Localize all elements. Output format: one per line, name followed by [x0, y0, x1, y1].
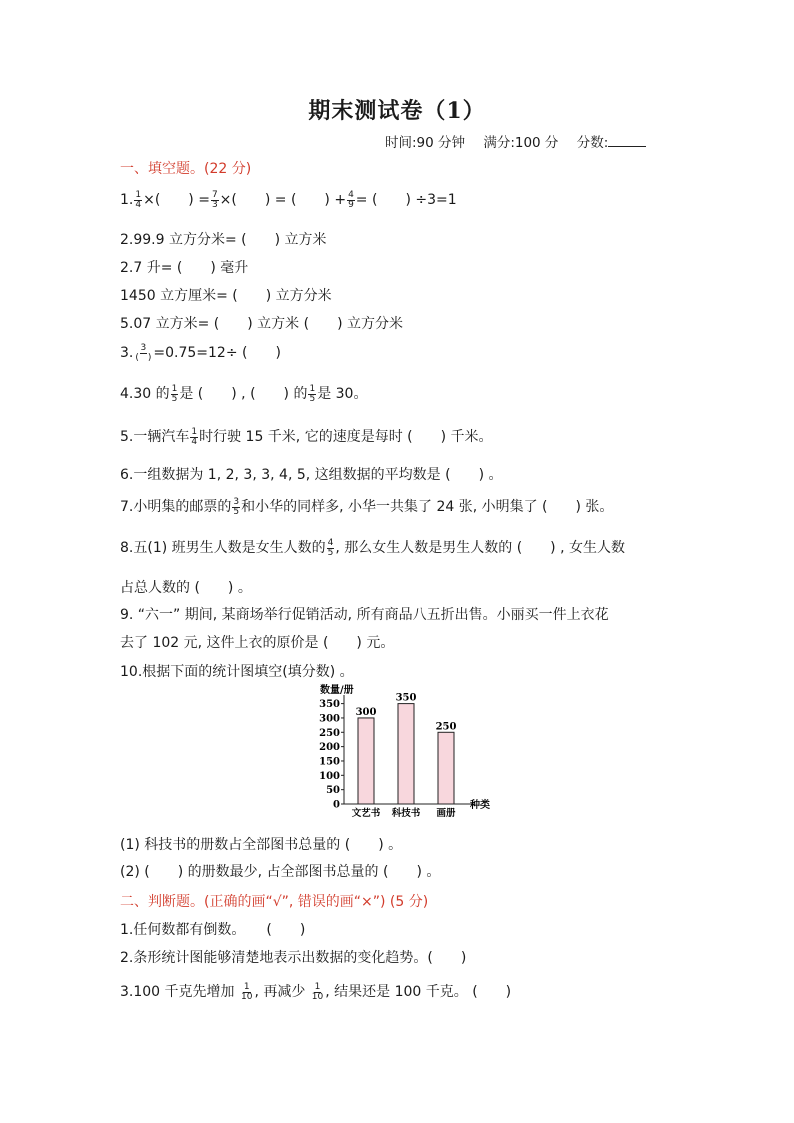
- fraction: [308, 385, 316, 404]
- q1-part: = ( ) ÷3=1: [355, 192, 457, 208]
- j3-part: 3.100 千克先增加: [120, 984, 235, 1000]
- q3-lead: 3.: [120, 345, 134, 361]
- fraction: [347, 191, 355, 210]
- question-10: 10.根据下面的统计图填空(填分数) 。: [120, 664, 354, 680]
- numerator: 3: [140, 342, 147, 353]
- y-tick-label: 150: [319, 756, 340, 768]
- fraction: [240, 983, 253, 1002]
- y-tick-label: 50: [326, 785, 340, 797]
- numerator: 1: [309, 383, 316, 394]
- bar: [438, 732, 454, 804]
- denominator: 5: [233, 506, 240, 517]
- numerator: 4: [327, 537, 334, 548]
- judge-1: 1.任何数都有倒数。 ( ): [120, 922, 306, 938]
- full-score: 满分:100 分: [483, 135, 559, 151]
- denominator: 10: [311, 991, 324, 1002]
- numerator: 1: [171, 383, 178, 394]
- j3-part: , 结果还是 100 千克。 ( ): [325, 984, 512, 1000]
- fraction: [311, 983, 324, 1002]
- fraction: [134, 191, 142, 210]
- q7-part: 7.小明集的邮票的: [120, 499, 232, 515]
- question-2c: 1450 立方厘米= ( ) 立方分米: [120, 288, 332, 304]
- fraction: [211, 191, 219, 210]
- bar-value-label: 250: [435, 721, 457, 733]
- bar-chart: [316, 683, 490, 819]
- numerator: 3: [233, 496, 240, 507]
- question-5: [120, 426, 493, 447]
- y-tick-label: 100: [319, 770, 340, 782]
- q1-lead: 1.: [120, 192, 134, 208]
- judge-3: [120, 981, 511, 1002]
- question-6: 6.一组数据为 1, 2, 3, 3, 4, 5, 这组数据的平均数是 ( ) 。: [120, 467, 503, 483]
- category-label: 画册: [436, 808, 456, 819]
- score-field: [577, 135, 661, 151]
- bar-value-label: 300: [355, 706, 377, 718]
- numerator: 7: [211, 189, 218, 200]
- denominator: 5: [327, 547, 334, 558]
- question-8: [120, 537, 625, 558]
- denominator: 4: [191, 436, 198, 447]
- time-limit: 时间:90 分钟: [385, 135, 466, 151]
- fraction: [134, 344, 152, 363]
- question-2d: 5.07 立方米= ( ) 立方米 ( ) 立方分米: [120, 316, 404, 332]
- question-10-sub2: (2) ( ) 的册数最少, 占全部图书总量的 ( ) 。: [120, 864, 441, 880]
- exam-meta: [385, 131, 674, 151]
- bar-value-label: 350: [395, 692, 417, 704]
- q8-part: 8.五(1) 班男生人数是女生人数的: [120, 540, 326, 556]
- x-axis-label: 种类: [470, 800, 490, 811]
- j3-part: , 再减少: [254, 984, 306, 1000]
- numerator: 1: [135, 189, 142, 200]
- q8-part: , 那么女生人数是男生人数的 ( ) , 女生人数: [335, 540, 625, 556]
- q3-rest: =0.75=12÷ ( ): [153, 345, 281, 361]
- denominator: 4: [135, 199, 142, 210]
- question-9-line2: 去了 102 元, 这件上衣的原价是 ( ) 元。: [120, 635, 395, 651]
- question-4: [120, 383, 367, 404]
- denominator: ( ): [135, 352, 152, 363]
- question-8-line2: 占总人数的 ( ) 。: [120, 580, 252, 596]
- y-axis-label: 数量/册: [320, 685, 354, 696]
- numerator: 1: [191, 426, 198, 437]
- numerator: 1: [314, 981, 321, 992]
- fraction: [232, 498, 240, 517]
- denominator: 9: [348, 199, 354, 210]
- denominator: 5: [309, 393, 316, 404]
- category-label: 科技书: [391, 808, 421, 819]
- q1-part: ×( ) = ( ) +: [219, 192, 347, 208]
- numerator: 1: [243, 981, 250, 992]
- section-fill-in: 一、填空题。(22 分): [120, 161, 252, 177]
- y-tick-label: 300: [319, 713, 340, 725]
- score-blank[interactable]: [608, 134, 646, 147]
- question-10-sub1: (1) 科技书的册数占全部图书总量的 ( ) 。: [120, 837, 403, 853]
- q4-part: 是 ( ) , ( ) 的: [179, 386, 308, 402]
- denominator: 3: [211, 199, 218, 210]
- q1-part: ×( ) =: [143, 192, 210, 208]
- q5-part: 5.一辆汽车: [120, 429, 190, 445]
- q4-part: 是 30。: [317, 386, 368, 402]
- q5-part: 时行驶 15 千米, 它的速度是每时 ( ) 千米。: [199, 429, 493, 445]
- denominator: 5: [171, 393, 178, 404]
- question-2b: 2.7 升= ( ) 毫升: [120, 260, 249, 276]
- denominator: 10: [240, 991, 253, 1002]
- page-title: 期末测试卷（1）: [308, 98, 486, 124]
- bar: [398, 704, 414, 804]
- question-7: [120, 496, 613, 517]
- bar: [358, 718, 374, 804]
- section-true-false: 二、判断题。(正确的画“√”, 错误的画“×”) (5 分): [120, 894, 429, 910]
- question-3: [120, 342, 281, 363]
- y-tick-label: 350: [319, 699, 340, 711]
- question-9: 9. “六一” 期间, 某商场举行促销活动, 所有商品八五折出售。小丽买一件上衣花: [120, 607, 609, 623]
- question-2a: 2.99.9 立方分米= ( ) 立方米: [120, 232, 327, 248]
- fraction: [190, 428, 198, 447]
- score-label: 分数:: [576, 135, 609, 151]
- q4-part: 4.30 的: [120, 386, 170, 402]
- category-label: 文艺书: [351, 808, 381, 819]
- y-tick-label: 0: [333, 799, 340, 811]
- y-tick-label: 250: [319, 727, 340, 739]
- y-tick-label: 200: [319, 742, 340, 754]
- fraction: [171, 385, 179, 404]
- question-1: [120, 189, 457, 210]
- fraction: [327, 539, 335, 558]
- judge-2: 2.条形统计图能够清楚地表示出数据的变化趋势。( ): [120, 950, 467, 966]
- numerator: 4: [348, 189, 354, 200]
- q7-part: 和小华的同样多, 小华一共集了 24 张, 小明集了 ( ) 张。: [241, 499, 614, 515]
